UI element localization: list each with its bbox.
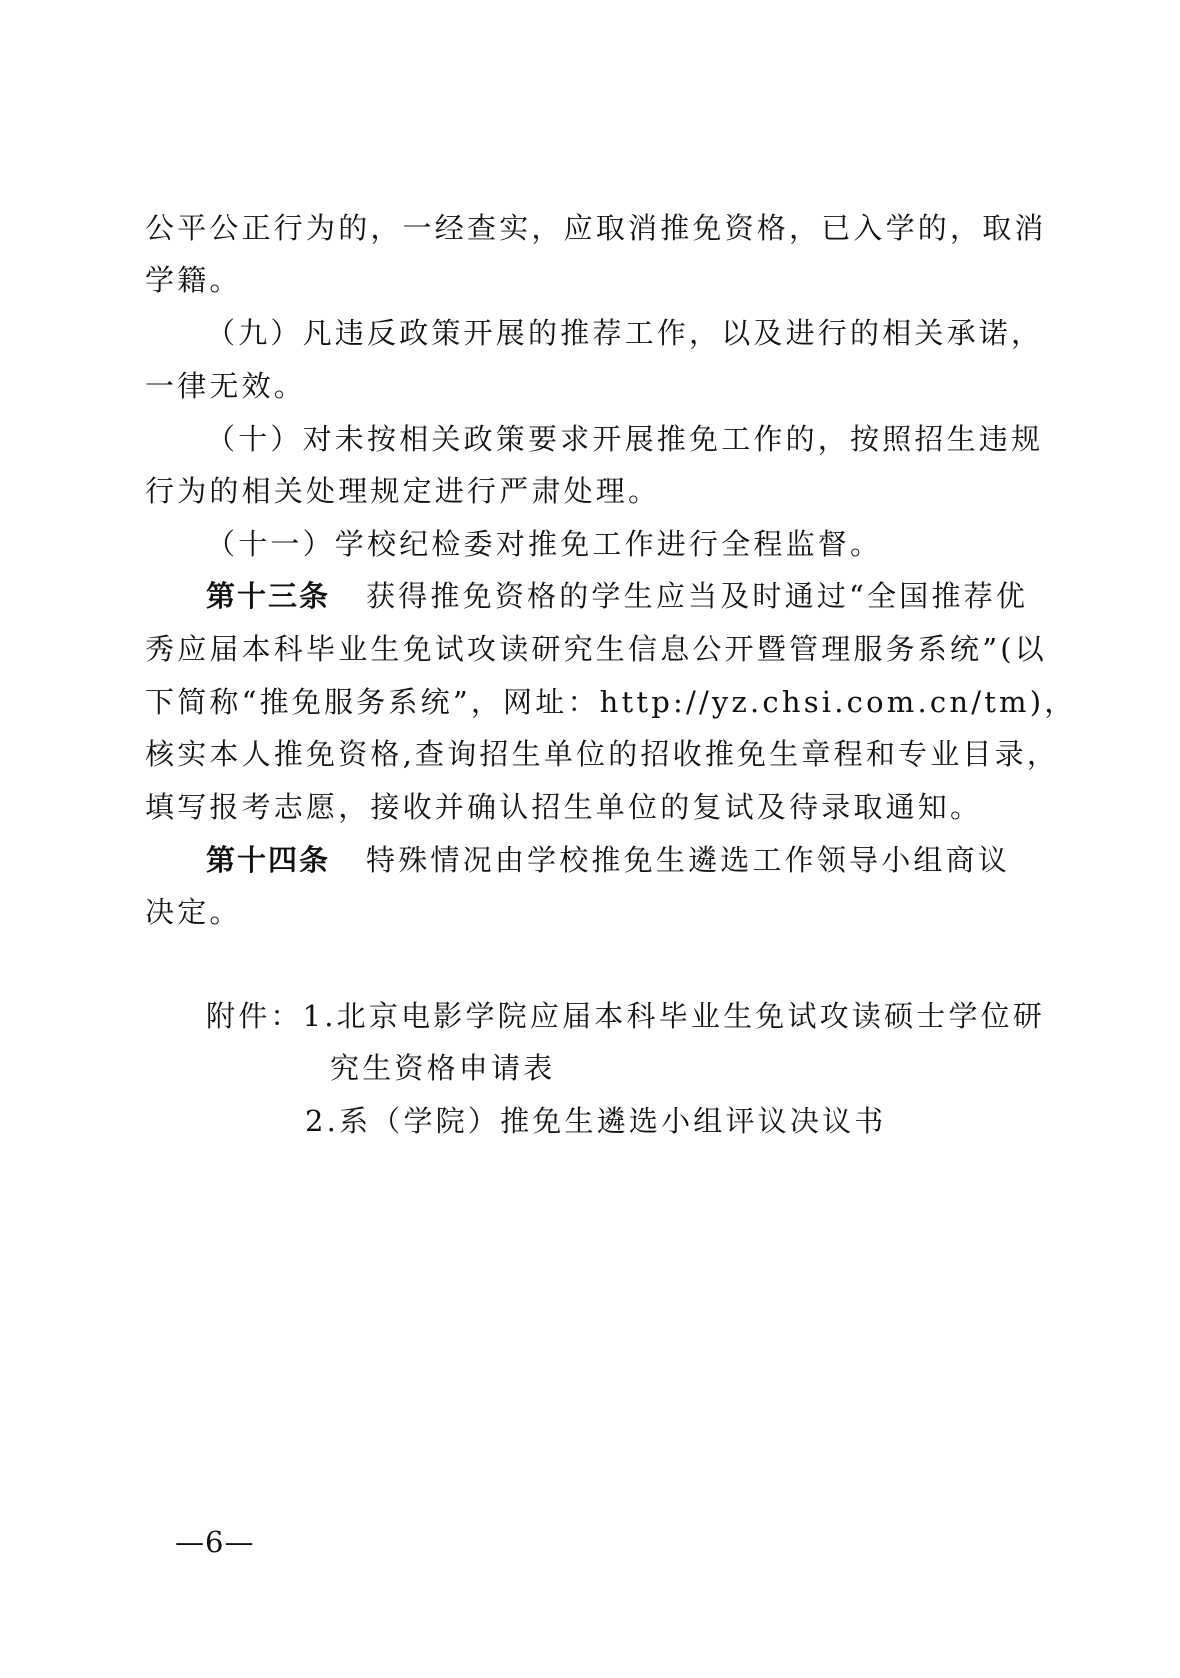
article-14-text: 特殊情况由学校推免生遴选工作领导小组商议 (366, 843, 1011, 877)
attachment-item-1-continued: 究生资格申请表 (330, 1051, 556, 1085)
page-number: —6— (175, 1525, 255, 1559)
article-14-first-line (206, 840, 1025, 880)
paragraph-line: （十）对未按相关政策要求开展推免工作的，按照招生违规 (206, 422, 1044, 456)
paragraph-line: 下简称“推免服务系统”，网址：http://yz.chsi.com.cn/tm)， (145, 685, 1077, 719)
paragraph-line: 核实本人推免资格,查询招生单位的招收推免生章程和专业目录， (145, 737, 1060, 771)
paragraph-line: 秀应届本科毕业生免试攻读研究生信息公开暨管理服务系统”(以 (145, 632, 1047, 666)
attachment-item-1 (206, 996, 1046, 1036)
attachment-item-1-text: 1.北京电影学院应届本科毕业生免试攻读硕士学位研 (302, 999, 1046, 1033)
paragraph-line: 公平公正行为的，一经查实，应取消推免资格，已入学的，取消 (145, 211, 1047, 245)
paragraph-line: （九）凡违反政策开展的推荐工作，以及进行的相关承诺， (206, 316, 1044, 350)
article-14-title: 第十四条 (206, 843, 331, 877)
article-13-text: 获得推免资格的学生应当及时通过“全国推荐优 (366, 579, 1029, 613)
article-13-first-line (206, 576, 1029, 616)
attachment-label: 附件： (206, 999, 303, 1033)
paragraph-line: 行为的相关处理规定进行严肃处理。 (145, 474, 661, 508)
article-13-title: 第十三条 (206, 579, 331, 613)
paragraph-line: 决定。 (145, 895, 242, 929)
paragraph-line: 填写报考志愿，接收并确认招生单位的复试及待录取通知。 (145, 790, 983, 824)
paragraph-line: 一律无效。 (145, 369, 307, 403)
paragraph-line: （十一）学校纪检委对推免工作进行全程监督。 (206, 527, 883, 561)
attachment-item-2: 2.系（学院）推免生遴选小组评议决议书 (305, 1104, 887, 1138)
paragraph-line: 学籍。 (145, 263, 242, 297)
